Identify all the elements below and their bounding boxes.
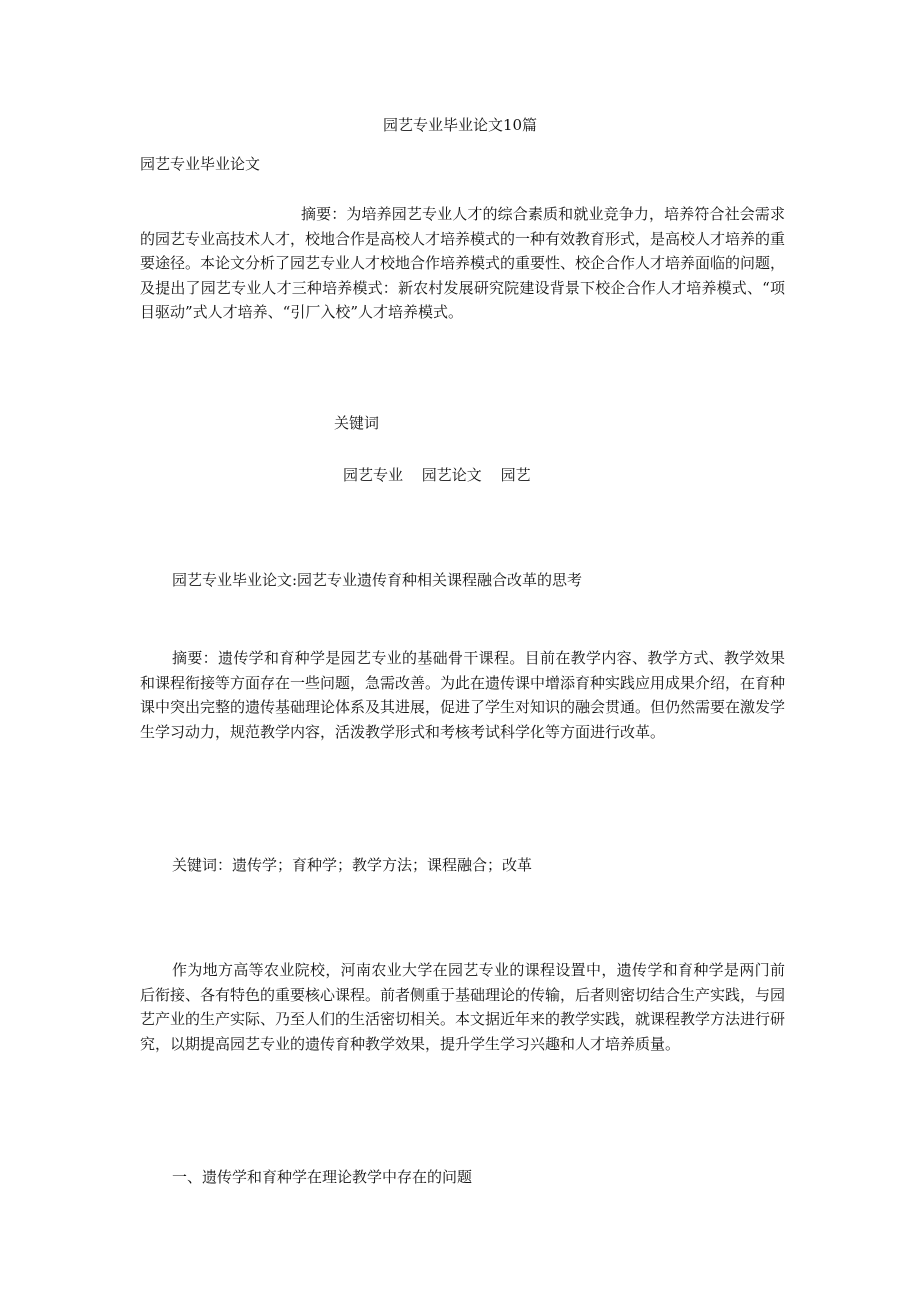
keywords-label: 关键词 [334,414,380,432]
keywords-list [343,463,545,487]
keyword-item: 园艺论文 [421,466,482,484]
keywords-line-2: 关键词：遗传学；育种学；教学方法；课程融合；改革 [172,856,533,874]
keyword-item: 园艺专业 [343,466,404,484]
section-1-heading: 一、遗传学和育种学在理论教学中存在的问题 [172,1168,473,1186]
abstract-paragraph-2: 摘要：遗传学和育种学是园艺专业的基础骨干课程。目前在教学内容、教学方式、教学效果和课程衔接等方面存在一些问题，急需改善。为此在遗传课中增添育种实践应用成果介绍，在育种课中突出完整的遗传基础理论体系及其进展，促进了学生对知识的融会贯通。但仍然需要在激发学生学习动力，规范教学内容，活泼教学形式和考核考试科学化等方面进行改革。 [140,649,786,741]
abstract-paragraph-1: 摘要：为培养园艺专业人才的综合素质和就业竞争力，培养符合社会需求的园艺专业高技术人才，校地合作是高校人才培养模式的一种有效教育形式，是高校人才培养的重要途径。本论文分析了园艺专业人才校地合作培养模式的重要性、校企合作人才培养面临的问题，及提出了园艺专业人才三种培养模式：新农村发展研究院建设背景下校企合作人才培养模式、“项目驱动”式人才培养、“引厂入校”人才培养模式。 [140,205,786,321]
intro-paragraph: 作为地方高等农业院校，河南农业大学在园艺专业的课程设置中，遗传学和育种学是两门前后衔接、各有特色的重要核心课程。前者侧重于基础理论的传输，后者则密切结合生产实践，与园艺产业的生产实际、乃至人们的生活密切相关。本文据近年来的教学实践，就课程教学方法进行研究，以期提高园艺专业的遗传育种教学效果，提升学生学习兴趣和人才培养质量。 [140,961,786,1053]
document-subtitle: 园艺专业毕业论文 [140,155,261,173]
article-2-title: 园艺专业毕业论文:园艺专业遗传育种相关课程融合改革的思考 [172,571,583,589]
keyword-item: 园艺 [500,466,531,484]
document-title: 园艺专业毕业论文10篇 [382,116,538,134]
